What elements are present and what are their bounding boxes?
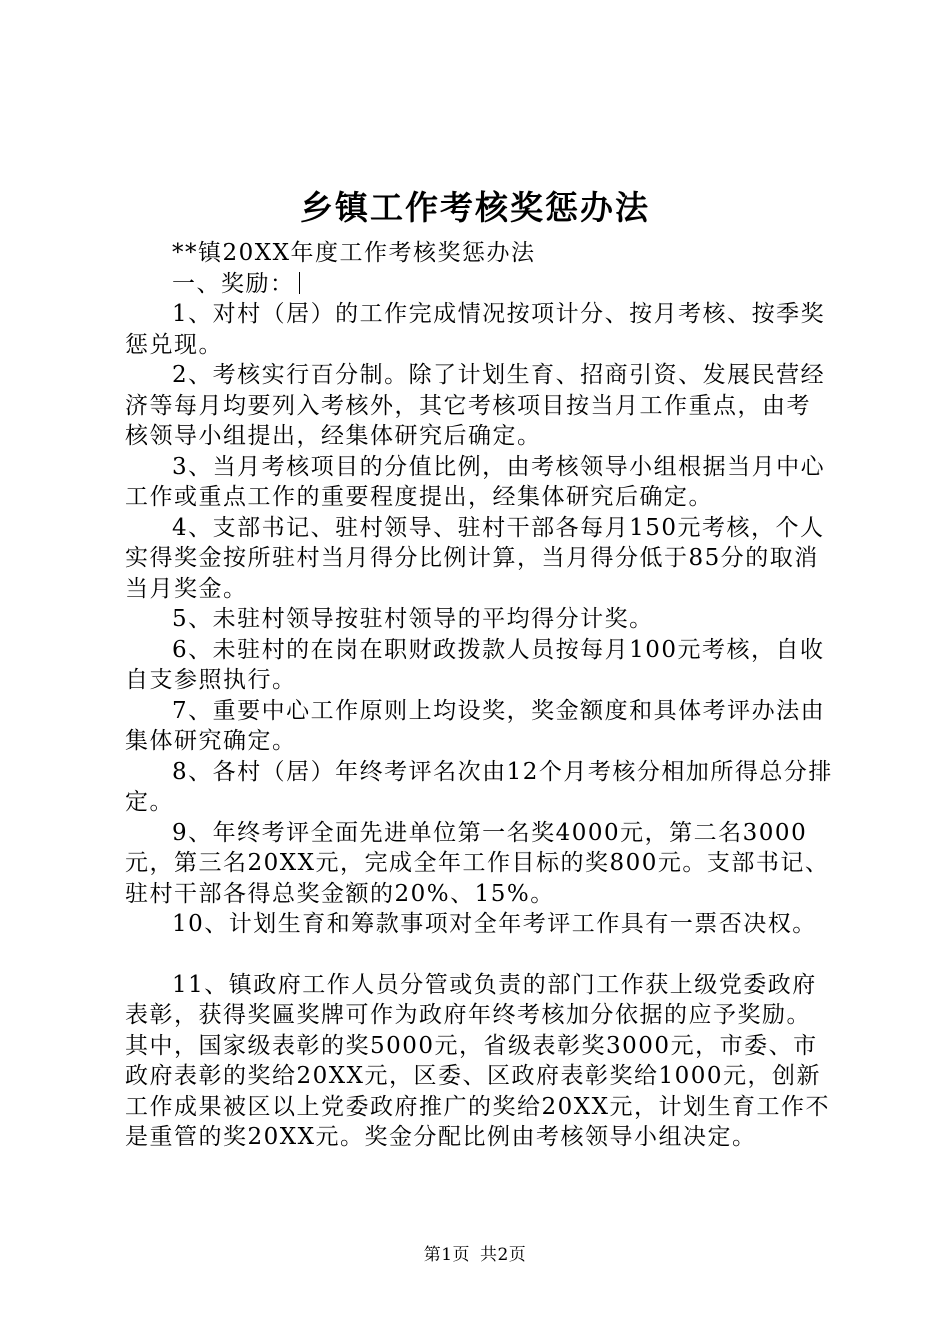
page-total: 共2页: [479, 1245, 527, 1265]
document-body: [125, 238, 835, 1153]
paragraph-item-5: 5、未驻村领导按驻村领导的平均得分计奖。: [172, 606, 654, 632]
paragraph-item-4: 4、支部书记、驻村领导、驻村干部各每月150元考核，个人实得奖金按所驻村当月得分比例计算，当月得分低于85分的取消当月奖金。: [125, 514, 825, 602]
subtitle-line: **镇20XX年度工作考核奖惩办法: [172, 240, 536, 266]
document-title: 乡镇工作考核奖惩办法: [300, 188, 650, 227]
page-number: 第1页: [423, 1245, 471, 1265]
section-heading-text: 一、奖励：: [172, 270, 295, 297]
paragraph-item-1: 1、对村（居）的工作完成情况按项计分、按月考核、按季奖惩兑现。: [125, 301, 826, 358]
page-footer: [0, 1243, 950, 1267]
paragraph-item-7: 7、重要中心工作原则上均设奖，奖金额度和具体考评办法由集体研究确定。: [125, 697, 826, 754]
paragraph-item-2: 2、考核实行百分制。除了计划生育、招商引资、发展民营经济等每月均要列入考核外，其它考核项目按当月工作重点，由考核领导小组提出，经集体研究后确定。: [125, 362, 826, 449]
paragraph-item-11: 11、镇政府工作人员分管或负责的部门工作获上级党委政府表彰，获得奖匾奖牌可作为政府年终考核加分依据的应予奖励。其中，国家级表彰的奖5000元，省级表彰奖3000元，市委、市政府表彰的奖给20XX元，区委、区政府表彰奖给1000元，创新工作成果被区以上党委政府推广的奖给20XX元，计划生育工作不是重管的奖20XX元。奖金分配比例由考核领导小组决定。: [125, 971, 831, 1150]
paragraph-item-8: 8、各村（居）年终考评名次由12个月考核分相加所得总分排定。: [125, 758, 833, 815]
paragraph-item-9: 9、年终考评全面先进单位第一名奖4000元，第二名3000元，第三名20XX元，完成全年工作目标的奖800元。支部书记、驻村干部各得总奖金额的20%、15%。: [125, 819, 830, 907]
paragraph-item-10: 10、计划生育和筹款事项对全年考评工作具有一票否决权。: [172, 911, 817, 937]
paragraph-item-3: 3、当月考核项目的分值比例，由考核领导小组根据当月中心工作或重点工作的重要程度提出，经集体研究后确定。: [125, 453, 826, 510]
section-heading: [125, 269, 835, 300]
paragraph-item-6: 6、未驻村的在岗在职财政拨款人员按每月100元考核，自收自支参照执行。: [125, 636, 825, 693]
text-cursor: [299, 272, 300, 294]
